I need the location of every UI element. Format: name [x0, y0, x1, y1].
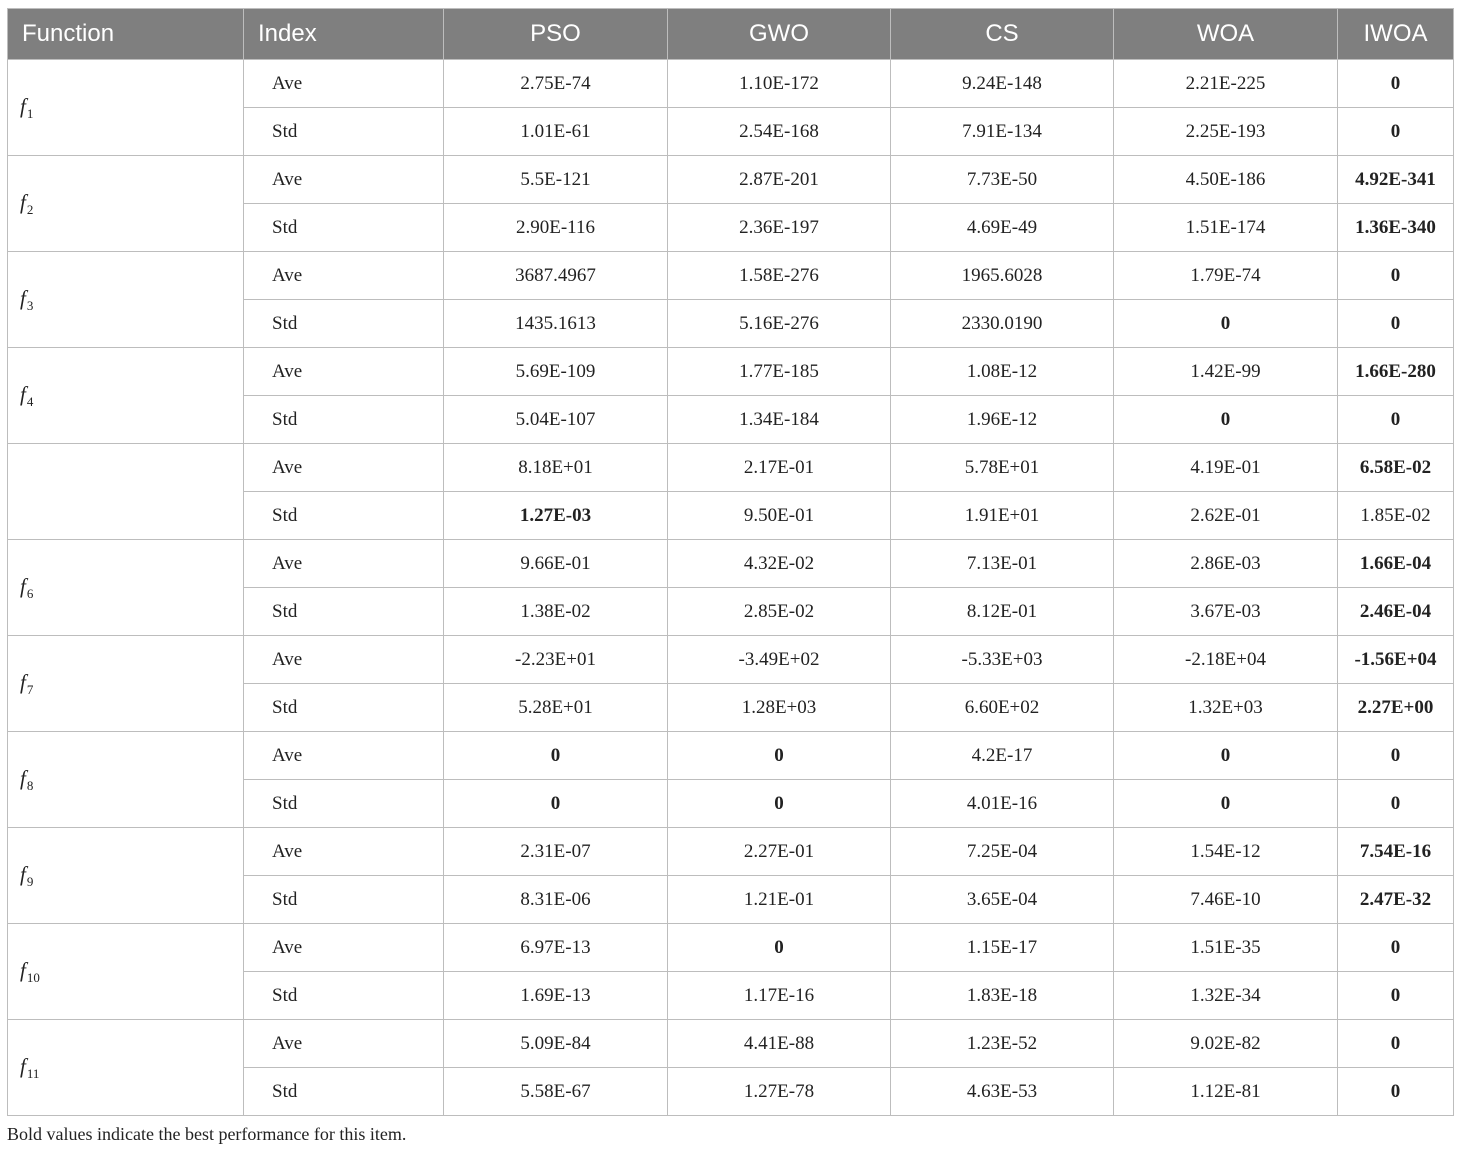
value-cell: 9.02E-82 — [1114, 1020, 1338, 1068]
table-row — [8, 828, 1454, 876]
value-cell: 1.58E-276 — [668, 252, 891, 300]
value-cell: 1.85E-02 — [1338, 492, 1454, 540]
index-cell: Std — [244, 588, 444, 636]
value-cell: 1435.1613 — [444, 300, 668, 348]
index-cell: Std — [244, 396, 444, 444]
value-cell: 5.69E-109 — [444, 348, 668, 396]
value-cell: 2.75E-74 — [444, 60, 668, 108]
value-cell: 0 — [668, 924, 891, 972]
function-cell — [8, 1020, 244, 1116]
function-cell — [8, 636, 244, 732]
index-cell: Ave — [244, 444, 444, 492]
value-cell: 1.77E-185 — [668, 348, 891, 396]
index-cell: Std — [244, 876, 444, 924]
value-cell: 4.63E-53 — [891, 1068, 1114, 1116]
value-cell: 4.92E-341 — [1338, 156, 1454, 204]
value-cell: 0 — [1338, 972, 1454, 1020]
value-cell: 5.28E+01 — [444, 684, 668, 732]
value-cell: 3.65E-04 — [891, 876, 1114, 924]
index-cell: Ave — [244, 540, 444, 588]
table-row — [8, 156, 1454, 204]
function-cell — [8, 924, 244, 1020]
value-cell: -2.23E+01 — [444, 636, 668, 684]
index-cell: Ave — [244, 732, 444, 780]
value-cell: 0 — [1114, 396, 1338, 444]
value-cell: -1.56E+04 — [1338, 636, 1454, 684]
value-cell: 1.15E-17 — [891, 924, 1114, 972]
index-cell: Ave — [244, 636, 444, 684]
index-cell: Std — [244, 204, 444, 252]
value-cell: 1.91E+01 — [891, 492, 1114, 540]
value-cell: 1.54E-12 — [1114, 828, 1338, 876]
function-cell — [8, 252, 244, 348]
value-cell: 7.91E-134 — [891, 108, 1114, 156]
value-cell: 1.32E-34 — [1114, 972, 1338, 1020]
value-cell: 4.69E-49 — [891, 204, 1114, 252]
index-cell: Ave — [244, 252, 444, 300]
value-cell: 2330.0190 — [891, 300, 1114, 348]
function-name: f — [20, 861, 26, 886]
value-cell: 0 — [1338, 300, 1454, 348]
footnote: Bold values indicate the best performance for this item. — [7, 1124, 407, 1144]
value-cell: 5.5E-121 — [444, 156, 668, 204]
value-cell: -5.33E+03 — [891, 636, 1114, 684]
index-cell: Std — [244, 684, 444, 732]
value-cell: 1.51E-35 — [1114, 924, 1338, 972]
index-cell: Std — [244, 972, 444, 1020]
value-cell: 0 — [1338, 1020, 1454, 1068]
value-cell: 5.16E-276 — [668, 300, 891, 348]
value-cell: 2.54E-168 — [668, 108, 891, 156]
index-cell: Std — [244, 108, 444, 156]
index-cell: Std — [244, 1068, 444, 1116]
value-cell: 1.51E-174 — [1114, 204, 1338, 252]
header-function: Function — [8, 9, 244, 60]
function-subscript: 6 — [26, 585, 34, 601]
function-cell — [8, 60, 244, 156]
function-subscript: 3 — [26, 297, 34, 313]
function-cell — [8, 444, 244, 540]
value-cell: 0 — [1338, 108, 1454, 156]
value-cell: 1.38E-02 — [444, 588, 668, 636]
value-cell: 2.17E-01 — [668, 444, 891, 492]
value-cell: 2.25E-193 — [1114, 108, 1338, 156]
value-cell: 2.86E-03 — [1114, 540, 1338, 588]
header-index: Index — [244, 9, 444, 60]
function-subscript: 4 — [26, 393, 34, 409]
value-cell: 4.50E-186 — [1114, 156, 1338, 204]
value-cell: 1.27E-03 — [444, 492, 668, 540]
value-cell: 1.66E-280 — [1338, 348, 1454, 396]
table-body — [8, 60, 1454, 1116]
value-cell: 6.60E+02 — [891, 684, 1114, 732]
results-table — [7, 8, 1454, 1116]
value-cell: 0 — [668, 732, 891, 780]
value-cell: 5.04E-107 — [444, 396, 668, 444]
header-pso: PSO — [444, 9, 668, 60]
value-cell: 2.21E-225 — [1114, 60, 1338, 108]
value-cell: 0 — [1338, 924, 1454, 972]
table-row — [8, 924, 1454, 972]
function-cell — [8, 540, 244, 636]
index-cell: Std — [244, 780, 444, 828]
header-iwoa: IWOA — [1338, 9, 1454, 60]
value-cell: 7.73E-50 — [891, 156, 1114, 204]
value-cell: 1.28E+03 — [668, 684, 891, 732]
table-row — [8, 444, 1454, 492]
value-cell: 8.31E-06 — [444, 876, 668, 924]
function-subscript: 8 — [26, 777, 34, 793]
value-cell: 2.62E-01 — [1114, 492, 1338, 540]
value-cell: 9.66E-01 — [444, 540, 668, 588]
value-cell: 5.09E-84 — [444, 1020, 668, 1068]
value-cell: 1.42E-99 — [1114, 348, 1338, 396]
value-cell: 1.21E-01 — [668, 876, 891, 924]
value-cell: 7.25E-04 — [891, 828, 1114, 876]
value-cell: -3.49E+02 — [668, 636, 891, 684]
value-cell: 6.97E-13 — [444, 924, 668, 972]
value-cell: 0 — [1338, 396, 1454, 444]
index-cell: Ave — [244, 1020, 444, 1068]
function-name: f — [20, 765, 26, 790]
value-cell: 2.31E-07 — [444, 828, 668, 876]
value-cell: 2.36E-197 — [668, 204, 891, 252]
value-cell: 0 — [1338, 252, 1454, 300]
function-cell — [8, 828, 244, 924]
value-cell: 3.67E-03 — [1114, 588, 1338, 636]
function-cell — [8, 348, 244, 444]
value-cell: 4.19E-01 — [1114, 444, 1338, 492]
index-cell: Ave — [244, 924, 444, 972]
function-name: f — [20, 573, 26, 598]
value-cell: 1.36E-340 — [1338, 204, 1454, 252]
value-cell: 1.17E-16 — [668, 972, 891, 1020]
index-cell: Std — [244, 300, 444, 348]
value-cell: 8.18E+01 — [444, 444, 668, 492]
function-subscript: 1 — [26, 105, 34, 121]
function-subscript: 10 — [26, 969, 40, 985]
function-name: f — [20, 669, 26, 694]
value-cell: 7.54E-16 — [1338, 828, 1454, 876]
value-cell: 0 — [1338, 60, 1454, 108]
function-subscript: 9 — [26, 873, 34, 889]
function-name: f — [20, 285, 26, 310]
table-row — [8, 540, 1454, 588]
function-name: f — [20, 93, 26, 118]
value-cell: 6.58E-02 — [1338, 444, 1454, 492]
table-row — [8, 636, 1454, 684]
value-cell: 1.83E-18 — [891, 972, 1114, 1020]
value-cell: 0 — [668, 780, 891, 828]
value-cell: 0 — [444, 780, 668, 828]
value-cell: 1.34E-184 — [668, 396, 891, 444]
value-cell: 5.58E-67 — [444, 1068, 668, 1116]
value-cell: 2.46E-04 — [1338, 588, 1454, 636]
value-cell: 9.24E-148 — [891, 60, 1114, 108]
function-subscript: 7 — [26, 681, 34, 697]
value-cell: 0 — [1114, 300, 1338, 348]
table-row — [8, 252, 1454, 300]
value-cell: 2.85E-02 — [668, 588, 891, 636]
index-cell: Ave — [244, 60, 444, 108]
value-cell: 7.46E-10 — [1114, 876, 1338, 924]
header-gwo: GWO — [668, 9, 891, 60]
value-cell: 1965.6028 — [891, 252, 1114, 300]
table-row — [8, 1020, 1454, 1068]
value-cell: 1.96E-12 — [891, 396, 1114, 444]
value-cell: 8.12E-01 — [891, 588, 1114, 636]
results-table-container — [7, 8, 1453, 1145]
value-cell: 1.08E-12 — [891, 348, 1114, 396]
value-cell: 4.32E-02 — [668, 540, 891, 588]
function-name: f — [20, 1053, 26, 1078]
value-cell: 2.47E-32 — [1338, 876, 1454, 924]
function-subscript: 11 — [26, 1065, 40, 1081]
function-name: f — [20, 957, 26, 982]
value-cell: 1.10E-172 — [668, 60, 891, 108]
function-cell — [8, 732, 244, 828]
value-cell: 1.01E-61 — [444, 108, 668, 156]
value-cell: 4.41E-88 — [668, 1020, 891, 1068]
table-row — [8, 732, 1454, 780]
value-cell: 5.78E+01 — [891, 444, 1114, 492]
table-row — [8, 60, 1454, 108]
value-cell: 3687.4967 — [444, 252, 668, 300]
header-cs: CS — [891, 9, 1114, 60]
index-cell: Std — [244, 492, 444, 540]
value-cell: 4.2E-17 — [891, 732, 1114, 780]
function-name: f — [20, 381, 26, 406]
value-cell: 7.13E-01 — [891, 540, 1114, 588]
index-cell: Ave — [244, 828, 444, 876]
header-row — [8, 9, 1454, 60]
value-cell: 0 — [1338, 1068, 1454, 1116]
function-name: f — [20, 189, 26, 214]
index-cell: Ave — [244, 156, 444, 204]
index-cell: Ave — [244, 348, 444, 396]
value-cell: 1.32E+03 — [1114, 684, 1338, 732]
value-cell: 1.69E-13 — [444, 972, 668, 1020]
value-cell: 0 — [1114, 780, 1338, 828]
value-cell: 2.27E+00 — [1338, 684, 1454, 732]
value-cell: 0 — [444, 732, 668, 780]
value-cell: 0 — [1114, 732, 1338, 780]
header-woa: WOA — [1114, 9, 1338, 60]
function-subscript: 2 — [26, 201, 34, 217]
value-cell: 1.79E-74 — [1114, 252, 1338, 300]
value-cell: 4.01E-16 — [891, 780, 1114, 828]
value-cell: 1.23E-52 — [891, 1020, 1114, 1068]
table-row — [8, 348, 1454, 396]
value-cell: -2.18E+04 — [1114, 636, 1338, 684]
value-cell: 2.87E-201 — [668, 156, 891, 204]
value-cell: 1.66E-04 — [1338, 540, 1454, 588]
value-cell: 1.12E-81 — [1114, 1068, 1338, 1116]
value-cell: 0 — [1338, 780, 1454, 828]
value-cell: 1.27E-78 — [668, 1068, 891, 1116]
value-cell: 2.90E-116 — [444, 204, 668, 252]
value-cell: 0 — [1338, 732, 1454, 780]
function-cell — [8, 156, 244, 252]
value-cell: 9.50E-01 — [668, 492, 891, 540]
value-cell: 2.27E-01 — [668, 828, 891, 876]
